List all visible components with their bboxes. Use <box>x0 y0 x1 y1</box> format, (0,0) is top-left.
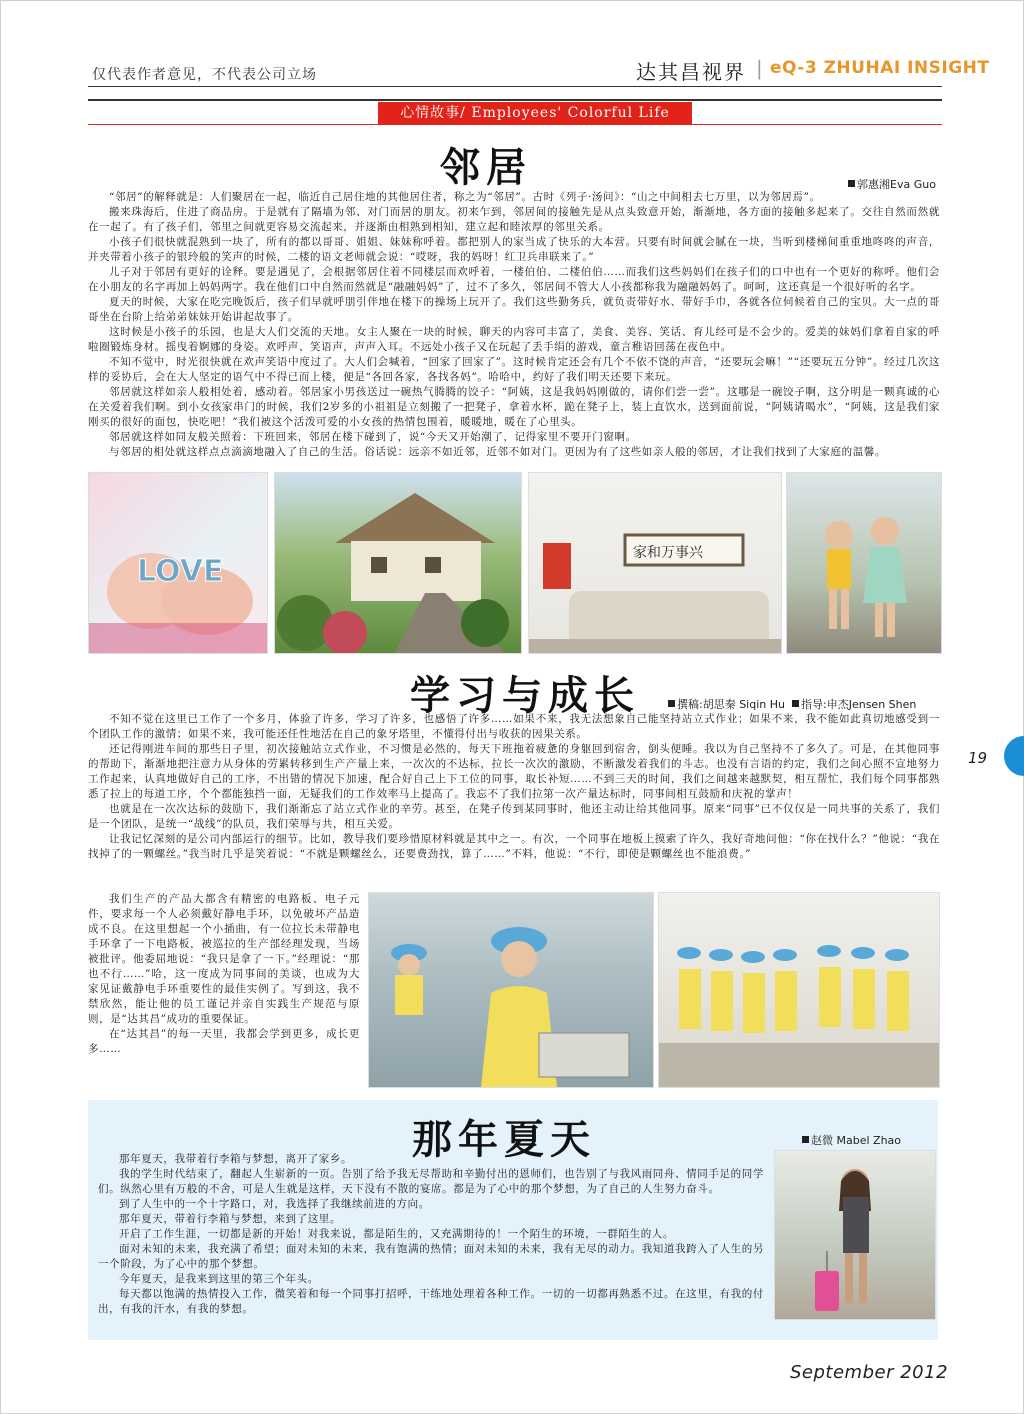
children-photo <box>786 472 942 654</box>
article3-title: 那年夏天 <box>412 1116 596 1163</box>
article2-body <box>88 712 940 862</box>
article3-paragraph: 开启了工作生涯，一切都是新的开始！对我来说，都是陌生的，又充满期待的！一个陌生的环境，一群陌生的人。 <box>119 1228 674 1240</box>
disclaimer: 仅代表作者意见，不代表公司立场 <box>92 67 317 83</box>
header-rule-thick <box>88 99 942 101</box>
section-rule <box>88 124 942 125</box>
article1-title: 邻居 <box>440 144 532 191</box>
team-lineup-photo <box>658 892 940 1088</box>
article1-paragraph: 小孩子们很快就混熟到一块了，所有的都以哥哥、姐姐、妹妹称呼着。都把别人的家当成了快乐的大本营。只要有时间就会腻在一块，当听到楼梯间重重地咚咚的声音，并夹带着小孩子的银玲般的笑声的时候，二楼的语文老师就会说：“哎呀，我的妈呀！红卫兵串联来了。” <box>88 236 940 263</box>
article1-paragraph: 这时候是小孩子的乐园，也是大人们交流的天地。女主人聚在一块的时候，聊天的内容可丰富了，美食、美容、笑话、育儿经可是不会少的。爱美的妹妈们拿着自家的呼啦圈锻炼身材。摇曳着婀娜的身姿。欢呼声、笑语声，声声入耳。不远处小孩子又在玩起了丢手绢的游戏，童言稚语回荡在夜色中。 <box>88 326 940 353</box>
article3-paragraph: 面对未知的未来，我充满了希望；面对未知的未来，我有饱满的热情；面对未知的未来，我有无尽的动力。我知道我跨入了人生的另一个阶段，为了心中的那个梦想。 <box>98 1243 764 1270</box>
article1-paragraph: 邻居就这样如同友般关照着：下班回来，邻居在楼下碰到了，说“今天又开始潮了，记得家里不要开门窗啊。 <box>109 431 637 443</box>
girl-suitcase-photo <box>774 1150 936 1320</box>
children-illustration <box>787 473 941 653</box>
factory-worker-photo <box>368 892 654 1088</box>
love-hands-illustration <box>89 473 267 653</box>
article2-paragraph: 让我记忆深刻的是公司内部运行的细节。比如，教导我们要珍惜原材料就是其中之一。有次，一个同事在地板上摸索了许久，我好奇地问他：“你在找什么？”他说：“我在找掉了的一颗螺丝。”我当时几乎是笑着说：“不就是颗螺丝么，还要费劲找，算了……”不料，他说：“不行，即使是颗螺丝也不能浪费。” <box>88 833 940 860</box>
factory-worker-illustration <box>369 893 653 1087</box>
article1-paragraph: 不知不觉中，时光很快就在欢声笑语中度过了。大人们会喊着，“回家了回家了”。这时候肯定还会有几个不依不饶的声音，“还要玩会嘛！”“还要玩五分钟”。经过几次这样的妥协后，会在大人坚定的语气中不得已而上楼，便是“各回各家，各找各妈”。哈哈中，约好了我们明天还要下来玩。 <box>88 356 940 383</box>
living-room-illustration <box>529 473 781 653</box>
scroll-text: 家和万事兴 <box>633 545 703 561</box>
article3-body <box>98 1152 764 1317</box>
article1-paragraph: “邻居”的解释就是：人们聚居在一起，临近自己居住地的其他居住者，称之为“邻居”。古时《列子·汤问》：“山之中间相去七万里，以为邻居焉”。 <box>109 191 821 203</box>
article1-paragraph: 与邻居的相处就这样点点滴滴地融入了自己的生活。俗话说：远亲不如近邻，近邻不如对门。更因为有了这些如亲人般的邻居，才让我们找到了大家庭的温馨。 <box>109 446 886 458</box>
article2-byline: 撰稿:胡思秦 Siqin Hu 指导:申杰Jensen Shen <box>668 696 916 712</box>
article3-paragraph: 我的学生时代结束了，翻起人生崭新的一页。告别了给予我无尽帮助和辛勤付出的恩师们，也告别了与我风雨同舟、情同手足的同学们。纵然心里有万般的不舍，可是人生就是这样，天下没有不散的宴席。都是为了心中的那个梦想，为了自己的人生努力奋斗。 <box>98 1168 764 1195</box>
article2-title: 学习与成长 <box>410 672 640 719</box>
article2-column <box>88 892 360 1057</box>
love-hands-photo <box>88 472 268 654</box>
article3-paragraph: 到了人生中的一个十字路口，对，我选择了我继续前进的方向。 <box>119 1198 430 1210</box>
love-text: LOVE <box>137 554 224 589</box>
cottage-photo <box>274 472 522 654</box>
article1-paragraph: 夏天的时候，大家在吃完晚饭后，孩子们早就呼朋引伴地在楼下的操场上玩开了。我们这些勤务兵，就负责带好水、带好手巾，各就各位伺候着自己的宝贝。大一点的哥哥坐在台阶上给弟弟妹妹开始讲起故事了。 <box>88 296 940 323</box>
article3-paragraph: 那年夏天，带着行李箱与梦想，来到了这里。 <box>119 1213 341 1225</box>
header-rule <box>88 86 942 87</box>
article3-paragraph: 那年夏天，我带着行李箱与梦想，离开了家乡。 <box>119 1153 353 1165</box>
page-tab <box>1004 736 1024 776</box>
article1-body <box>88 190 940 460</box>
team-lineup-illustration <box>659 893 939 1087</box>
brand-cn: 达其昌视界 <box>636 60 746 84</box>
section-tab: 心情故事/ Employees' Colorful Life <box>378 102 692 124</box>
article1-paragraph: 邻居就这样如亲人般相处着，感动着。邻居家小男孩送过一碗热气腾腾的饺子：“阿姨，这是我妈妈刚做的，请你们尝一尝”。这哪是一碗饺子啊，这分明是一颗真诚的心在关爱着我们啊。到小女孩家串门的时候，我们2岁多的小祖祖是立刻搬了一把凳子，拿着水杯，跪在凳子上，装上直饮水，送到面前说，“阿姨请喝水”，“阿姨，这是我们家刚买的很好的面包，快吃吧！”我们被这个活泼可爱的小女孩的热情包围着，暖暖地，暖在了心里头。 <box>88 386 940 428</box>
article1-byline: 郭惠湘Eva Guo <box>848 176 936 192</box>
article2-paragraph: 我们生产的产品大都含有精密的电路板、电子元件，要求每一个人必须戴好静电手环，以免破坏产品造成不良。在这里想起一个小插曲，有一位拉长未带静电手环拿了一下电路板，被巡拉的生产部经理发现，当场被批评。他委屈地说：“我只是拿了一下。”经理说：“那也不行……”哈，这一度成为同事间的美谈，也成为大家见证戴静电手环重要性的最佳实例了。写到这，我不禁欣然，能让他的员工谨记并亲自实践生产规范与原则，是“达其昌”成功的重要保证。 <box>88 893 360 1025</box>
article2-paragraph: 不知不觉在这里已工作了一个多月，体验了许多，学习了许多，也感悟了许多……如果不来，我无法想象自己能坚持站立式作业；如果不来，我不能如此真切地感受到一个团队工作的激情；如果不来，我可能还任性地活在自己的象牙塔里，不懂得付出与收获的因果关系。 <box>88 713 940 740</box>
footer-date: September 2012 <box>790 1362 949 1383</box>
girl-suitcase-illustration <box>775 1151 935 1319</box>
article1-paragraph: 儿子对于邻居有更好的诠释。要是遇见了，会根据邻居住着不同楼层而欢呼着，一楼伯伯、二楼伯伯……而我们这些妈妈们在孩子们的口中也有一个更好的称呼。他们会在小朋友的名字再加上妈妈两字。我在他们口中自然而然就是“融融妈妈”了，过不了多久，邻居间不管大人小孩都称我为融融妈妈了。呵呵，这还真是一个很好听的名字。 <box>88 266 940 293</box>
page-number: 19 <box>968 749 988 767</box>
article2-paragraph: 在“达其昌”的每一天里，我都会学到更多，成长更多…… <box>88 1028 360 1055</box>
article3-byline: 赵微 Mabel Zhao <box>802 1132 901 1148</box>
article3-paragraph: 每天都以饱满的热情投入工作，微笑着和每一个同事打招呼，干练地处理着各种工作。一切的一切都再熟悉不过。在这里，有我的付出，有我的汗水，有我的梦想。 <box>98 1288 764 1315</box>
living-room-photo <box>528 472 782 654</box>
brand-separator: | <box>756 56 763 80</box>
article1-paragraph: 搬来珠海后，住进了商品房。于是就有了隔墙为邻、对门而居的朋友。初来乍到，邻居间的接触先是从点头致意开始，渐渐地，各方面的接触多起来了。交往自然而然就在一起了。有了孩子们，邻里之间就更容易交流起来，并逐渐由相熟到相知，建立起和睦浓厚的邻里关系。 <box>88 206 940 233</box>
article2-paragraph: 还记得刚进车间的那些日子里，初次接触站立式作业，不习惯是必然的，每天下班拖着疲惫的身躯回到宿舍，倒头便睡。我以为自己坚持不了多久了。可是，在其他同事的帮助下，渐渐地把注意力从身体的劳累转移到生产产量上来，一次次的不达标，拉长一次次的激励，不断激发着我们的斗志。也没有言语的约定，我们之间心照不宣地努力工作起来，认真地做好自己的工序，不出错的情况下加速，配合好自己上下工位的同事，取长补短……不到三天的时间，我们之间越来越默契，相互帮忙，我们每个同事都熟悉了拉上的每道工序，个个都能独挡一面，无疑我们的工作效率马上提高了。我忘不了我们拉第一次产量达标时，同事间相互鼓励和庆祝的掌声！ <box>88 743 940 800</box>
article2-paragraph: 也就是在一次次达标的鼓励下，我们渐渐忘了站立式作业的辛劳。甚至，在凳子传到某同事时，他还主动让给其他同事。原来“同事”已不仅仅是一同共事的关系了，我们是一个团队，是统一“战线”的队员，我们荣辱与共，相互关爱。 <box>88 803 940 830</box>
cottage-illustration <box>275 473 521 653</box>
article3-paragraph: 今年夏天，是我来到这里的第三个年头。 <box>119 1273 319 1285</box>
brand-en: eQ-3 ZHUHAI INSIGHT <box>770 58 990 78</box>
